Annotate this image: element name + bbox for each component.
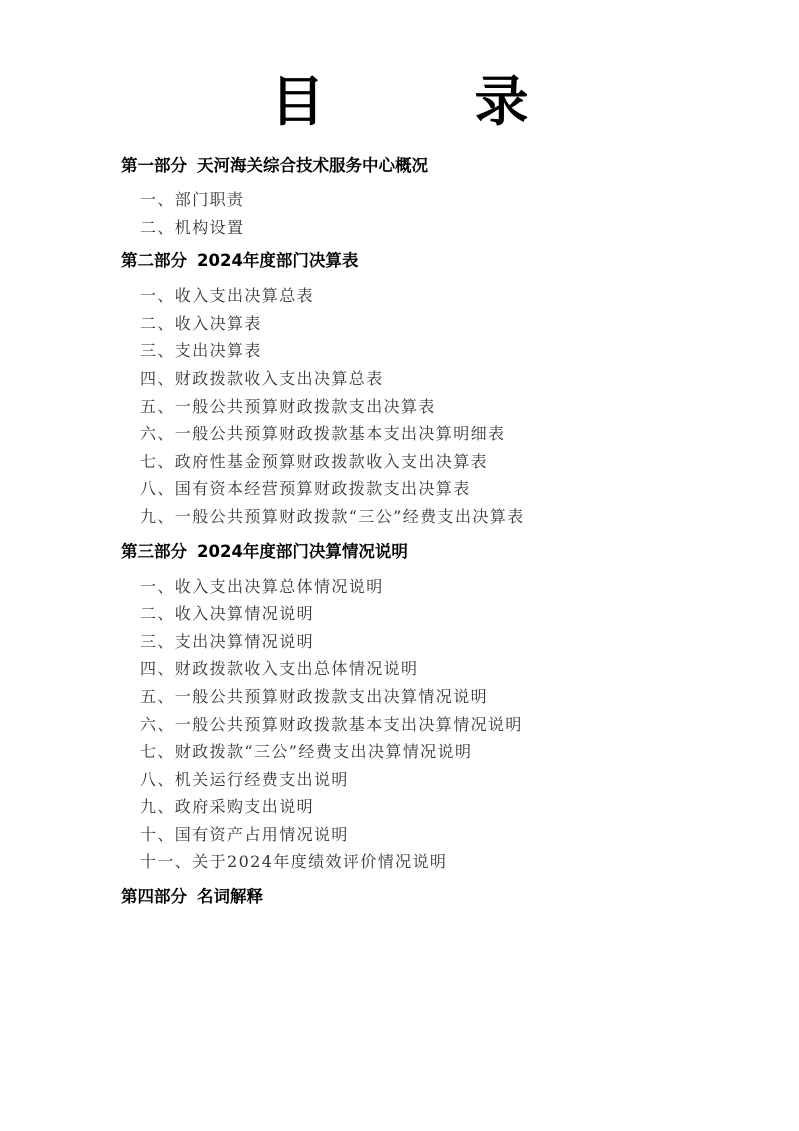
toc-item[interactable]: 六、一般公共预算财政拨款基本支出决算明细表 — [140, 424, 506, 444]
part-title: 天河海关综合技术服务中心概况 — [197, 156, 428, 175]
toc-item-list — [121, 186, 741, 241]
toc-item[interactable]: 七、财政拨款“三公”经费支出决算情况说明 — [140, 742, 473, 762]
toc-item[interactable]: 九、政府采购支出说明 — [140, 797, 315, 817]
toc-item[interactable]: 七、政府性基金预算财政拨款收入支出决算表 — [140, 451, 489, 471]
toc-item[interactable]: 四、财政拨款收入支出总体情况说明 — [140, 659, 419, 679]
part-number: 第三部分 — [121, 541, 187, 561]
part-title: 2024年度部门决算表 — [197, 251, 359, 271]
toc-item[interactable]: 二、机构设置 — [140, 217, 245, 237]
part-number: 第一部分 — [121, 156, 187, 175]
toc-item[interactable]: 十、国有资产占用情况说明 — [140, 824, 349, 844]
toc-item[interactable]: 八、机关运行经费支出说明 — [140, 769, 349, 789]
toc-item[interactable]: 一、收入支出决算总表 — [140, 286, 315, 306]
toc-part-4 — [121, 883, 741, 911]
toc-item[interactable]: 十一、关于2024年度绩效评价情况说明 — [140, 852, 448, 872]
toc-item[interactable]: 一、部门职责 — [140, 190, 245, 209]
part-title: 2024年度部门决算情况说明 — [197, 541, 408, 561]
toc-item[interactable]: 一、收入支出决算总体情况说明 — [140, 576, 384, 596]
toc-part-1 — [121, 152, 741, 241]
toc-item[interactable]: 二、收入决算表 — [140, 313, 262, 333]
toc-item[interactable]: 五、一般公共预算财政拨款支出决算表 — [140, 396, 436, 416]
toc-part-3 — [121, 538, 741, 877]
part-heading[interactable] — [121, 247, 741, 275]
toc-part-2 — [121, 247, 741, 530]
toc-item[interactable]: 六、一般公共预算财政拨款基本支出决算情况说明 — [140, 714, 523, 734]
table-of-contents — [121, 152, 741, 911]
part-title: 名词解释 — [197, 887, 263, 907]
part-heading[interactable] — [121, 538, 741, 566]
toc-item[interactable]: 五、一般公共预算财政拨款支出决算情况说明 — [140, 686, 489, 706]
toc-item[interactable]: 四、财政拨款收入支出决算总表 — [140, 368, 384, 388]
toc-item[interactable]: 八、国有资本经营预算财政拨款支出决算表 — [140, 479, 471, 499]
part-number: 第四部分 — [121, 887, 187, 907]
toc-item[interactable]: 三、支出决算情况说明 — [140, 631, 315, 651]
toc-item-list — [121, 573, 741, 877]
toc-item[interactable]: 九、一般公共预算财政拨款“三公”经费支出决算表 — [140, 506, 525, 526]
toc-item-list — [121, 282, 741, 530]
part-heading[interactable] — [121, 883, 741, 911]
page-title: 目 录 — [270, 69, 577, 133]
part-number: 第二部分 — [121, 251, 187, 271]
toc-item[interactable]: 二、收入决算情况说明 — [140, 604, 315, 624]
toc-item[interactable]: 三、支出决算表 — [140, 341, 262, 361]
part-heading[interactable] — [121, 152, 741, 180]
